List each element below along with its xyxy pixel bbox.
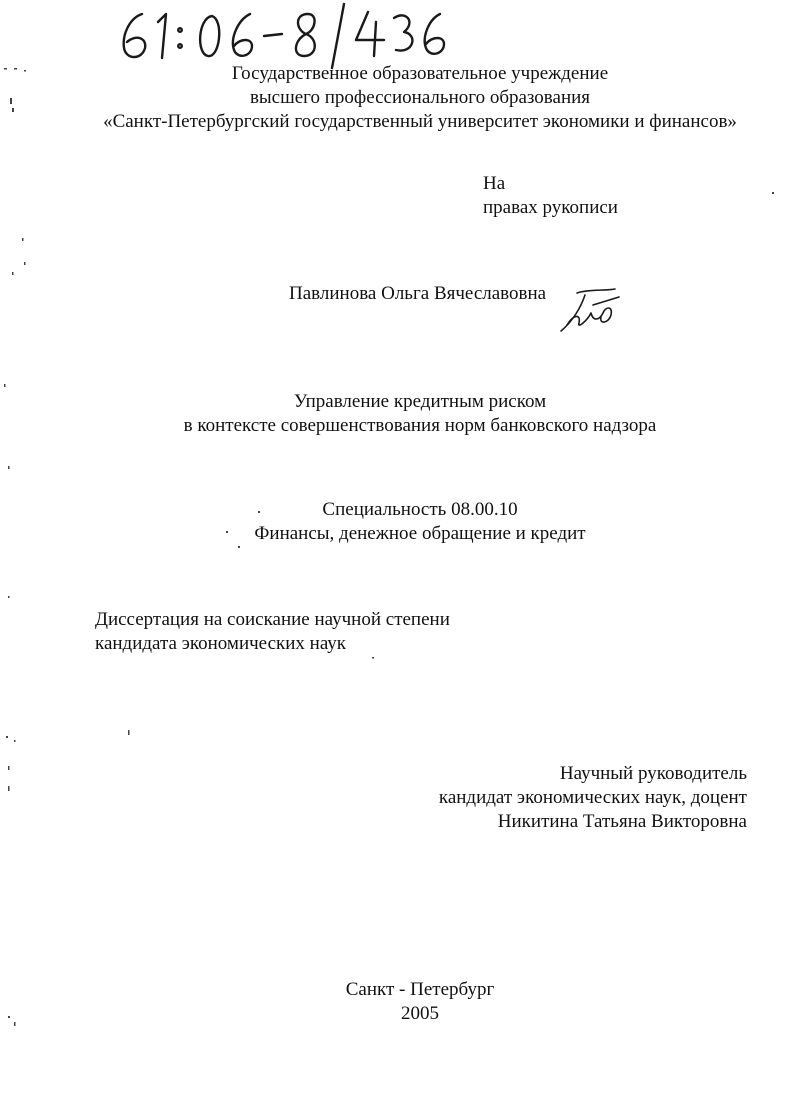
- title-line-2: в контексте совершенствования норм банковского надзора: [183, 415, 657, 436]
- supervisor-name: Никитина Татьяна Викторовна: [497, 811, 747, 832]
- supervisor-degree: кандидат экономических наук, доцент: [438, 787, 747, 808]
- author-name: Павлинова Ольга Вячеславовна: [289, 283, 547, 304]
- degree-line-1: Диссертация на соискание научной степени: [95, 609, 450, 630]
- author-signature: [555, 285, 625, 335]
- degree-line-2: кандидата экономических наук: [95, 633, 347, 654]
- manuscript-rights: [483, 172, 618, 220]
- footer-year: 2005: [401, 1003, 439, 1024]
- supervisor-role: Научный руководитель: [559, 763, 747, 784]
- organization-header: [0, 62, 793, 134]
- organization-line-2: высшего профессионального образования: [249, 87, 591, 108]
- rights-line-2: правах рукописи: [483, 197, 618, 218]
- organization-line-1: Государственное образовательное учреждение: [231, 63, 609, 84]
- footer-city: Санкт - Петербург: [345, 979, 495, 1000]
- organization-line-3: «Санкт-Петербургский государственный университет экономики и финансов»: [103, 111, 737, 132]
- specialty-name: Финансы, денежное обращение и кредит: [254, 523, 586, 544]
- footer-place-year: [0, 978, 793, 1026]
- degree-statement: [95, 608, 450, 656]
- specialty-block: [0, 498, 793, 546]
- dissertation-title: [0, 390, 793, 438]
- title-line-1: Управление кредитным риском: [293, 391, 547, 412]
- rights-line-1: На: [483, 173, 506, 194]
- archive-code-handwritten: [112, 0, 472, 70]
- archive-code-drawing: [112, 0, 472, 70]
- specialty-code: Специальность 08.00.10: [322, 499, 518, 520]
- supervisor-block: [439, 762, 747, 834]
- signature-drawing: [555, 285, 625, 335]
